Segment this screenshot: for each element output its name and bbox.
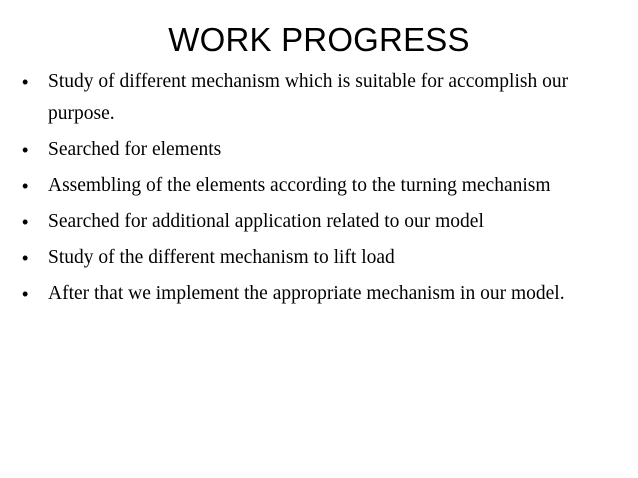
bullet-item	[20, 134, 620, 166]
bullet-icon: •	[22, 284, 29, 304]
bullet-text: Study of different mechanism which is suitable for accomplish our purpose.	[48, 71, 569, 124]
bullet-icon: •	[22, 212, 29, 232]
bullet-item	[20, 206, 620, 238]
bullet-text: Searched for additional application related to our model	[48, 211, 484, 232]
bullet-item	[20, 66, 620, 130]
bullet-text: Study of the different mechanism to lift load	[48, 247, 395, 268]
bullet-list	[20, 66, 620, 314]
bullet-text: Searched for elements	[48, 139, 222, 160]
bullet-icon: •	[22, 248, 29, 268]
bullet-item	[20, 278, 620, 310]
slide-title: WORK PROGRESS	[168, 21, 470, 58]
bullet-item	[20, 170, 620, 202]
bullet-icon: •	[22, 140, 29, 160]
bullet-icon: •	[22, 72, 29, 92]
bullet-icon: •	[22, 176, 29, 196]
bullet-text: After that we implement the appropriate mechanism in our model.	[48, 283, 565, 304]
bullet-item	[20, 242, 620, 274]
bullet-text: Assembling of the elements according to the turning mechanism	[48, 175, 551, 196]
